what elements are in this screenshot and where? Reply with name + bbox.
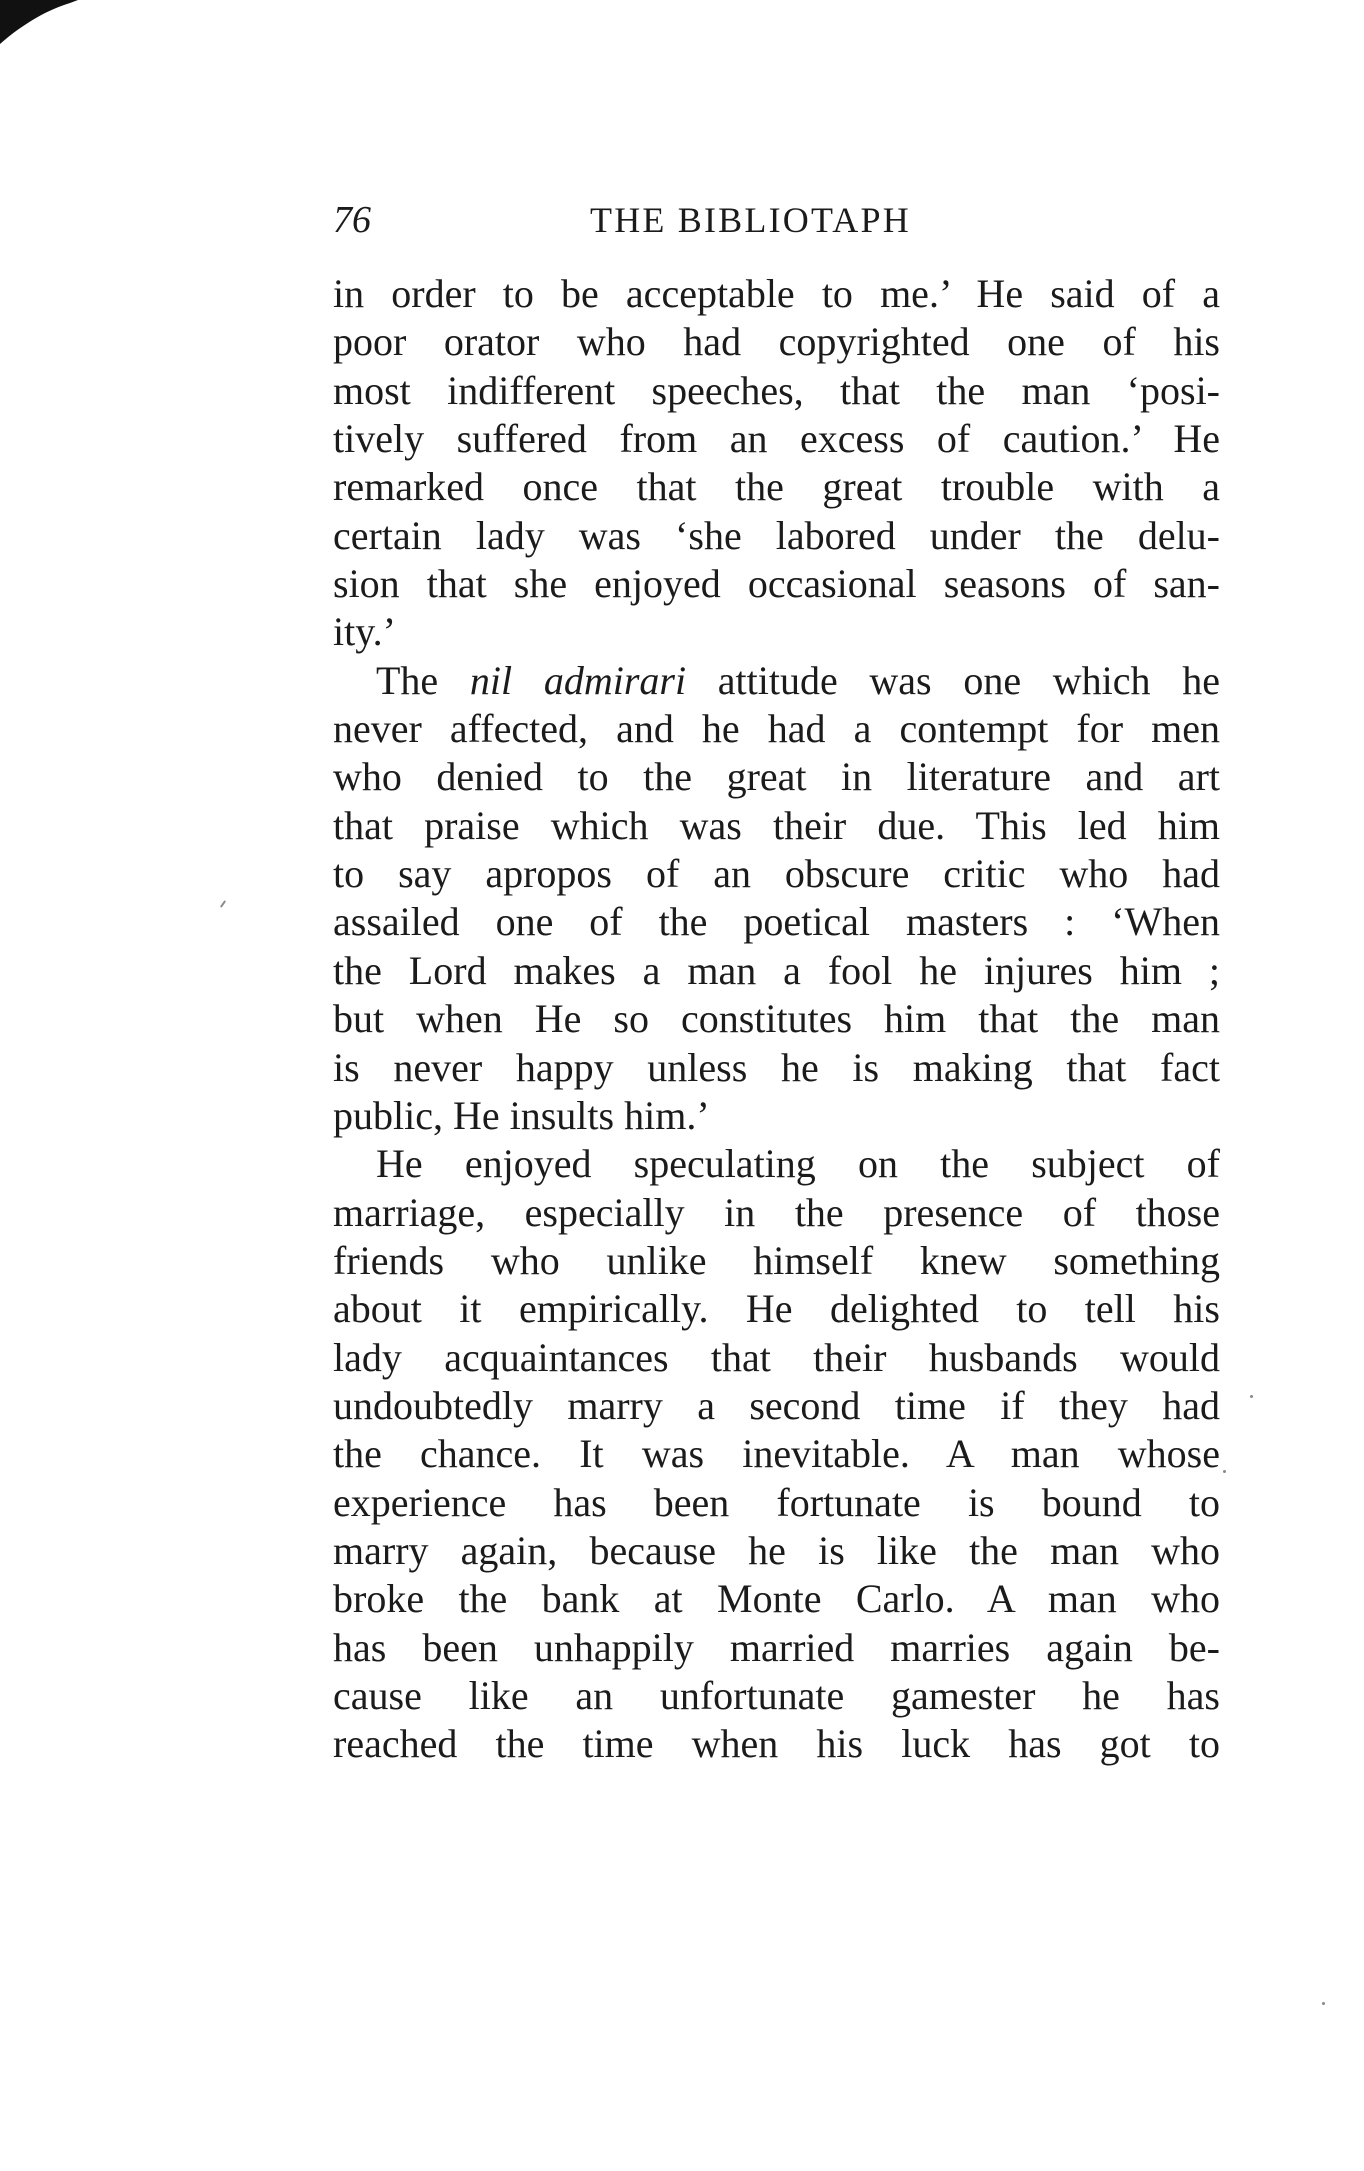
text-line: friends who unlike himself knew something <box>333 1237 1220 1283</box>
text-line: to say apropos of an obscure critic who had <box>333 851 1220 897</box>
text-line: reached the time when his luck has got to <box>333 1721 1220 1767</box>
text-line: the chance. It was inevitable. A man whose <box>333 1431 1220 1477</box>
text-line: experience has been fortunate is bound to <box>333 1479 1220 1525</box>
running-head <box>333 196 1220 244</box>
italic-phrase: nil admirari <box>469 657 687 703</box>
text-line: assailed one of the poetical masters : ‘When <box>333 899 1220 945</box>
text-line: broke the bank at Monte Carlo. A man who <box>333 1576 1220 1622</box>
text-line: tively suffered from an excess of caution.’ He <box>333 416 1220 462</box>
text-line: most indifferent speeches, that the man ‘posi- <box>333 367 1220 413</box>
text-line: about it empirically. He delighted to tell his <box>333 1286 1220 1332</box>
text-line: ity.’ <box>333 609 396 655</box>
text-line: undoubtedly marry a second time if they had <box>333 1382 1220 1428</box>
scan-speck <box>1322 2002 1325 2005</box>
text-line: who denied to the great in literature and art <box>333 754 1220 800</box>
text-line: cause like an unfortunate gamester he has <box>333 1672 1220 1718</box>
page-corner-mark <box>0 0 80 50</box>
text-line: lady acquaintances that their husbands would <box>333 1334 1220 1380</box>
text-line: in order to be acceptable to me.’ He said of a <box>333 271 1220 316</box>
text-line: marriage, especially in the presence of those <box>333 1189 1220 1235</box>
text-line: remarked once that the great trouble with a <box>333 464 1220 510</box>
text-line: never affected, and he had a contempt for men <box>333 706 1220 752</box>
text-line: certain lady was ‘she labored under the delu- <box>333 512 1220 558</box>
text-line: He enjoyed speculating on the subject of <box>376 1141 1220 1187</box>
page-number: 76 <box>333 199 371 241</box>
text-line: has been unhappily married marries again be- <box>333 1624 1220 1670</box>
text-line: is never happy unless he is making that fact <box>333 1044 1220 1090</box>
scan-speck <box>220 900 226 908</box>
running-title: THE BIBLIOTAPH <box>590 200 911 240</box>
body-text <box>333 270 1220 1769</box>
text-line: the Lord makes a man a fool he injures him ; <box>333 947 1220 993</box>
text-line: that praise which was their due. This led him <box>333 802 1220 848</box>
text-line: marry again, because he is like the man who <box>333 1527 1220 1573</box>
text-line: sion that she enjoyed occasional seasons of san- <box>333 561 1220 607</box>
text-line: public, He insults him.’ <box>333 1092 710 1138</box>
scan-speck <box>1223 1470 1226 1473</box>
text-line: but when He so constitutes him that the man <box>333 996 1220 1042</box>
text-line-with-italic: The nil admirari attitude was one which he <box>376 657 1220 703</box>
text-line: poor orator who had copyrighted one of his <box>333 319 1220 365</box>
scan-speck <box>1250 1395 1253 1398</box>
